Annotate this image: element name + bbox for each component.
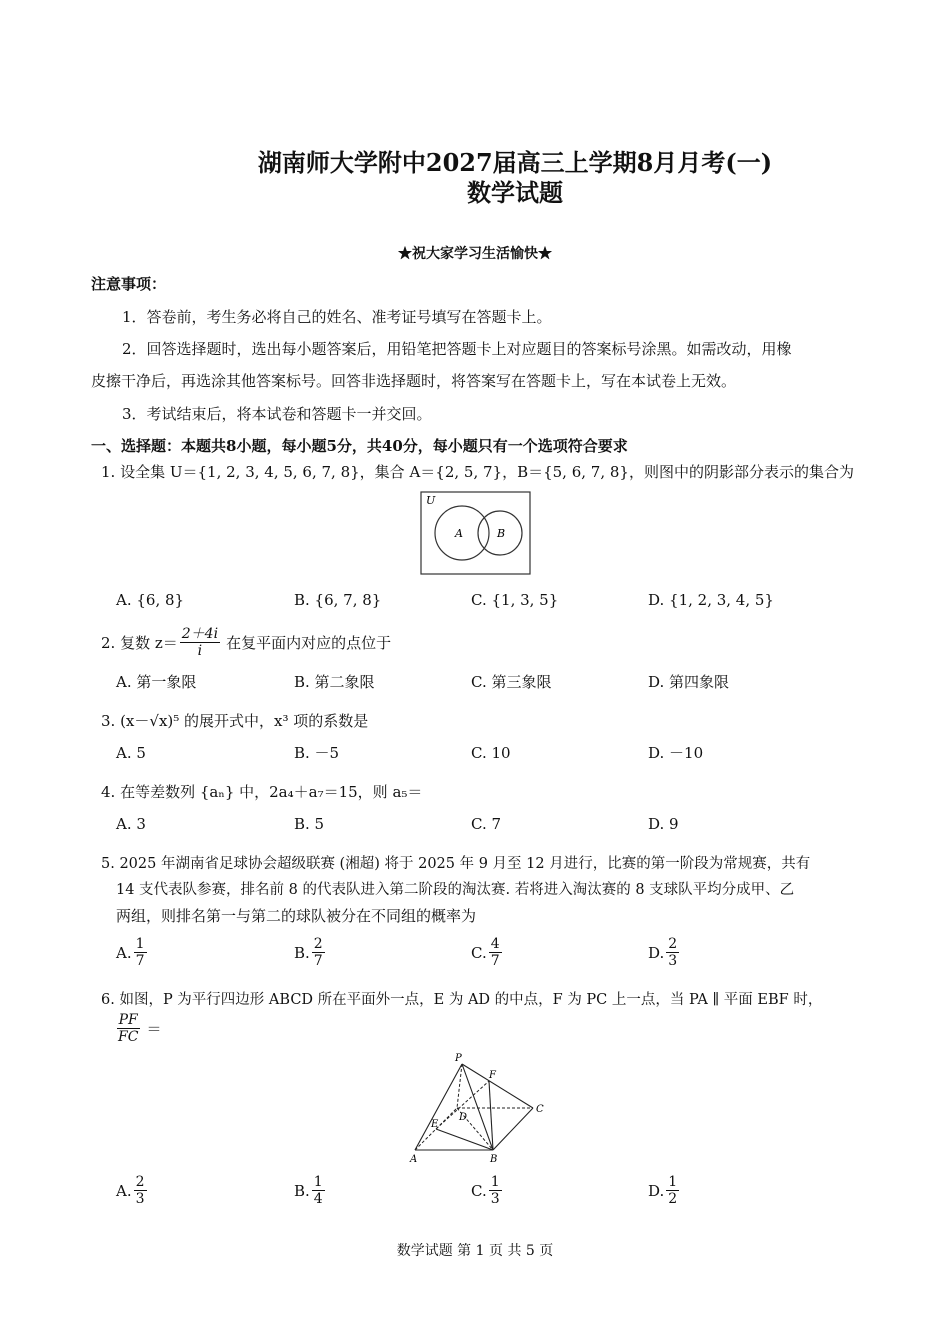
- q1-option-b: B. {6, 7, 8}: [294, 591, 382, 609]
- question-2: [101, 626, 391, 659]
- q2-prefix: 2. 复数 z＝: [101, 633, 178, 652]
- q5-option-c: [471, 936, 504, 969]
- vertex-label-p: P: [455, 1053, 462, 1064]
- venn-universe-box: [421, 492, 530, 574]
- vertex-label-e: E: [431, 1119, 439, 1130]
- page-title: 湖南师大学附中2027届高三上学期8月月考(一): [257, 148, 773, 177]
- q6-option-d-num: 1: [668, 1174, 678, 1190]
- q6-option-b-num: 1: [313, 1174, 323, 1190]
- q2-fraction-num: 2＋4i: [181, 626, 219, 642]
- venn-label-u: U: [426, 494, 436, 507]
- q5-option-a-letter: A.: [116, 943, 132, 962]
- q5-option-b-den: 7: [313, 953, 323, 969]
- q6-option-c: [471, 1174, 504, 1207]
- q3-option-c: C. 10: [471, 744, 511, 762]
- venn-label-b: B: [497, 527, 506, 540]
- question-3-text: 3. (x－√x)⁵ 的展开式中，x³ 项的系数是: [101, 712, 369, 730]
- q5-option-b: [294, 936, 327, 969]
- section-heading: 一、选择题：本题共8小题，每小题5分，共40分，每小题只有一个选项符合要求: [91, 437, 628, 455]
- q6-option-d: [648, 1174, 681, 1207]
- q6-fraction-num: PF: [118, 1012, 138, 1028]
- q2-option-c: C. 第三象限: [471, 673, 552, 691]
- page-footer: 数学试题 第 1 页 共 5 页: [396, 1243, 554, 1259]
- vertex-label-f: F: [489, 1070, 496, 1081]
- q4-option-b: B. 5: [294, 815, 325, 833]
- q3-option-a: A. 5: [116, 744, 146, 762]
- vertex-label-c: C: [536, 1104, 544, 1115]
- question-5-line-1: 5. 2025 年湖南省足球协会超级联赛 (湘超) 将于 2025 年 9 月至 12 月进行，比赛的第一阶段为常规赛，共有: [101, 856, 811, 872]
- q6-option-c-num: 1: [490, 1174, 500, 1190]
- q6-option-a-den: 3: [135, 1191, 145, 1207]
- q5-option-a: [116, 936, 149, 969]
- q4-option-a: A. 3: [116, 815, 146, 833]
- q2-suffix: 在复平面内对应的点位于: [226, 633, 392, 652]
- question-6-line-2: [114, 1012, 161, 1045]
- venn-label-a: A: [455, 527, 463, 540]
- venn-diagram: [420, 490, 532, 576]
- motto: ★祝大家学习生活愉快★: [398, 246, 552, 262]
- notice-item-3: 3．考试结束后，将本试卷和答题卡一并交回。: [122, 405, 432, 423]
- question-6-line-1: 6. 如图，P 为平行四边形 ABCD 所在平面外一点，E 为 AD 的中点，F 为 PC 上一点，当 PA ∥ 平面 EBF 时，: [101, 992, 823, 1008]
- page-subtitle: 数学试题: [467, 178, 563, 207]
- q6-equals: ＝: [146, 1019, 162, 1038]
- q4-option-c: C. 7: [471, 815, 502, 833]
- q6-option-a: [116, 1174, 149, 1207]
- q2-fraction-den: i: [197, 643, 203, 659]
- pyramid-figure: [405, 1050, 550, 1168]
- notice-item-2b: 皮擦干净后，再选涂其他答案标号。回答非选择题时，将答案写在答题卡上，写在本试卷上无效。: [91, 372, 737, 390]
- q6-option-b-den: 4: [313, 1191, 323, 1207]
- q5-option-b-num: 2: [313, 936, 323, 952]
- vertex-label-a: A: [410, 1154, 418, 1165]
- q5-option-c-num: 4: [490, 936, 500, 952]
- question-5-line-3: 两组，则排名第一与第二的球队被分在不同组的概率为: [116, 907, 477, 925]
- question-5-line-2: 14 支代表队参赛，排名前 8 的代表队进入第二阶段的淘汰赛. 若将进入淘汰赛的 8 支球队平均分成甲、乙: [116, 882, 795, 898]
- q2-fraction: [180, 626, 220, 659]
- q2-option-d: D. 第四象限: [648, 673, 730, 691]
- q5-option-b-letter: B.: [294, 943, 310, 962]
- q6-option-d-letter: D.: [648, 1181, 665, 1200]
- q6-fraction-den: FC: [118, 1029, 139, 1045]
- q6-option-a-num: 2: [135, 1174, 145, 1190]
- q3-option-d: D. －10: [648, 744, 704, 762]
- q5-option-a-num: 1: [135, 936, 145, 952]
- q6-option-c-den: 3: [490, 1191, 500, 1207]
- question-4-text: 4. 在等差数列 {aₙ} 中，2a₄＋a₇＝15，则 a₅＝: [101, 783, 423, 801]
- q5-option-c-letter: C.: [471, 943, 487, 962]
- q6-option-a-letter: A.: [116, 1181, 132, 1200]
- q4-option-d: D. 9: [648, 815, 679, 833]
- q2-option-b: B. 第二象限: [294, 673, 375, 691]
- notice-heading: 注意事项：: [91, 275, 167, 293]
- vertex-label-d: D: [459, 1112, 468, 1123]
- q5-option-a-den: 7: [135, 953, 145, 969]
- q5-option-d: [648, 936, 681, 969]
- vertex-label-b: B: [490, 1154, 498, 1165]
- notice-item-1: 1．答卷前，考生务必将自己的姓名、准考证号填写在答题卡上。: [122, 308, 552, 326]
- q2-option-a: A. 第一象限: [116, 673, 197, 691]
- q5-option-d-den: 3: [668, 953, 678, 969]
- q5-option-d-num: 2: [668, 936, 678, 952]
- q6-option-b-letter: B.: [294, 1181, 310, 1200]
- q5-option-c-den: 7: [490, 953, 500, 969]
- q6-option-c-letter: C.: [471, 1181, 487, 1200]
- q3-option-b: B. －5: [294, 744, 340, 762]
- question-1-text: 1. 设全集 U＝{1, 2, 3, 4, 5, 6, 7, 8}，集合 A＝{2, 5, 7}，B＝{5, 6, 7, 8}，则图中的阴影部分表示的集合为: [101, 463, 854, 481]
- q1-option-a: A. {6, 8}: [116, 591, 185, 609]
- q6-option-d-den: 2: [668, 1191, 678, 1207]
- notice-item-2a: 2．回答选择题时，选出每小题答案后，用铅笔把答题卡上对应题目的答案标号涂黑。如需改动，用橡: [122, 340, 792, 358]
- q6-option-b: [294, 1174, 327, 1207]
- q5-option-d-letter: D.: [648, 943, 665, 962]
- q1-option-d: D. {1, 2, 3, 4, 5}: [648, 591, 774, 609]
- q1-option-c: C. {1, 3, 5}: [471, 591, 559, 609]
